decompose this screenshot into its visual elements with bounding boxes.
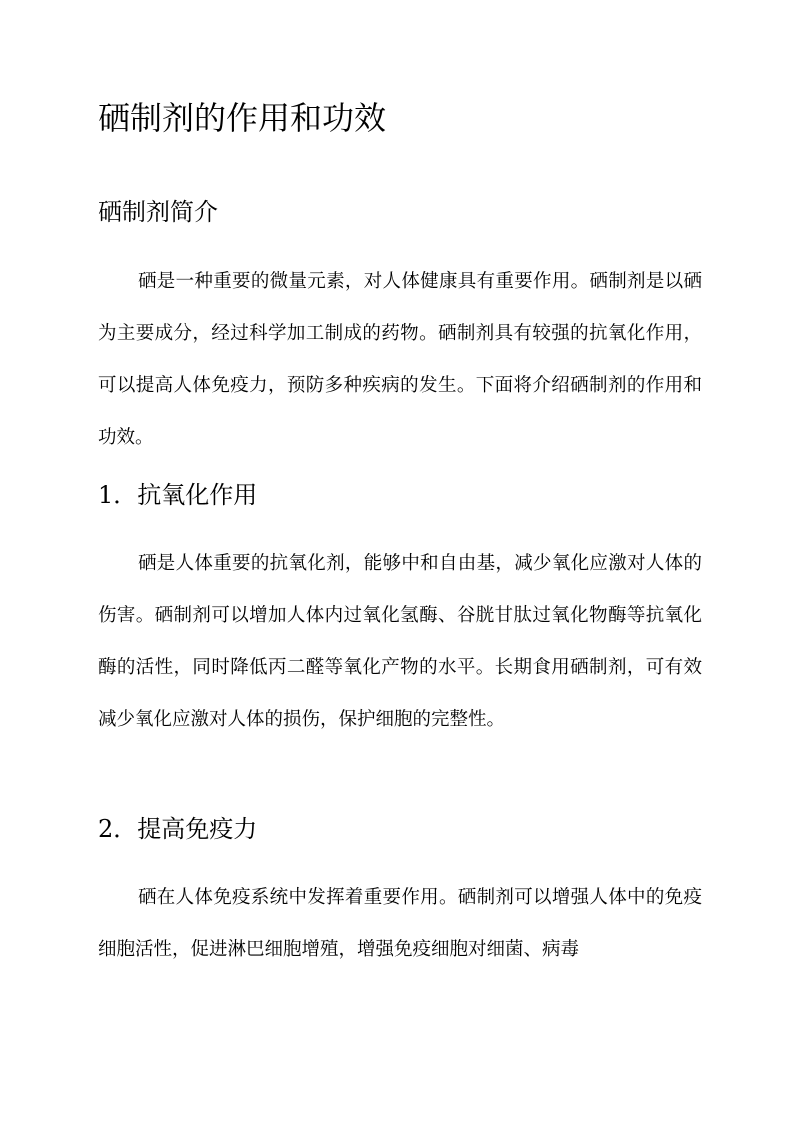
document-title: 硒制剂的作用和功效 [98,99,387,137]
section-heading-intro: 硒制剂简介 [98,198,218,226]
section-paragraph-antioxidant: 硒是人体重要的抗氧化剂，能够中和自由基，减少氧化应激对人体的伤害。硒制剂可以增加人体内过氧化氢酶、谷胱甘肽过氧化物酶等抗氧化酶的活性，同时降低丙二醛等氧化产物的水平。长期食用硒制剂，可有效减少氧化应激对人体的损伤，保护细胞的完整性。 [98,553,702,730]
section-heading-antioxidant: 1．抗氧化作用 [98,481,258,509]
section-heading-immunity: 2．提高免疫力 [98,815,258,843]
section-paragraph-intro: 硒是一种重要的微量元素，对人体健康具有重要作用。硒制剂是以硒为主要成分，经过科学加工制成的药物。硒制剂具有较强的抗氧化作用，可以提高人体免疫力，预防多种疾病的发生。下面将介绍硒制剂的作用和功效。 [98,271,702,448]
section-paragraph-immunity: 硒在人体免疫系统中发挥着重要作用。硒制剂可以增强人体中的免疫细胞活性，促进淋巴细胞增殖，增强免疫细胞对细菌、病毒 [98,887,702,960]
